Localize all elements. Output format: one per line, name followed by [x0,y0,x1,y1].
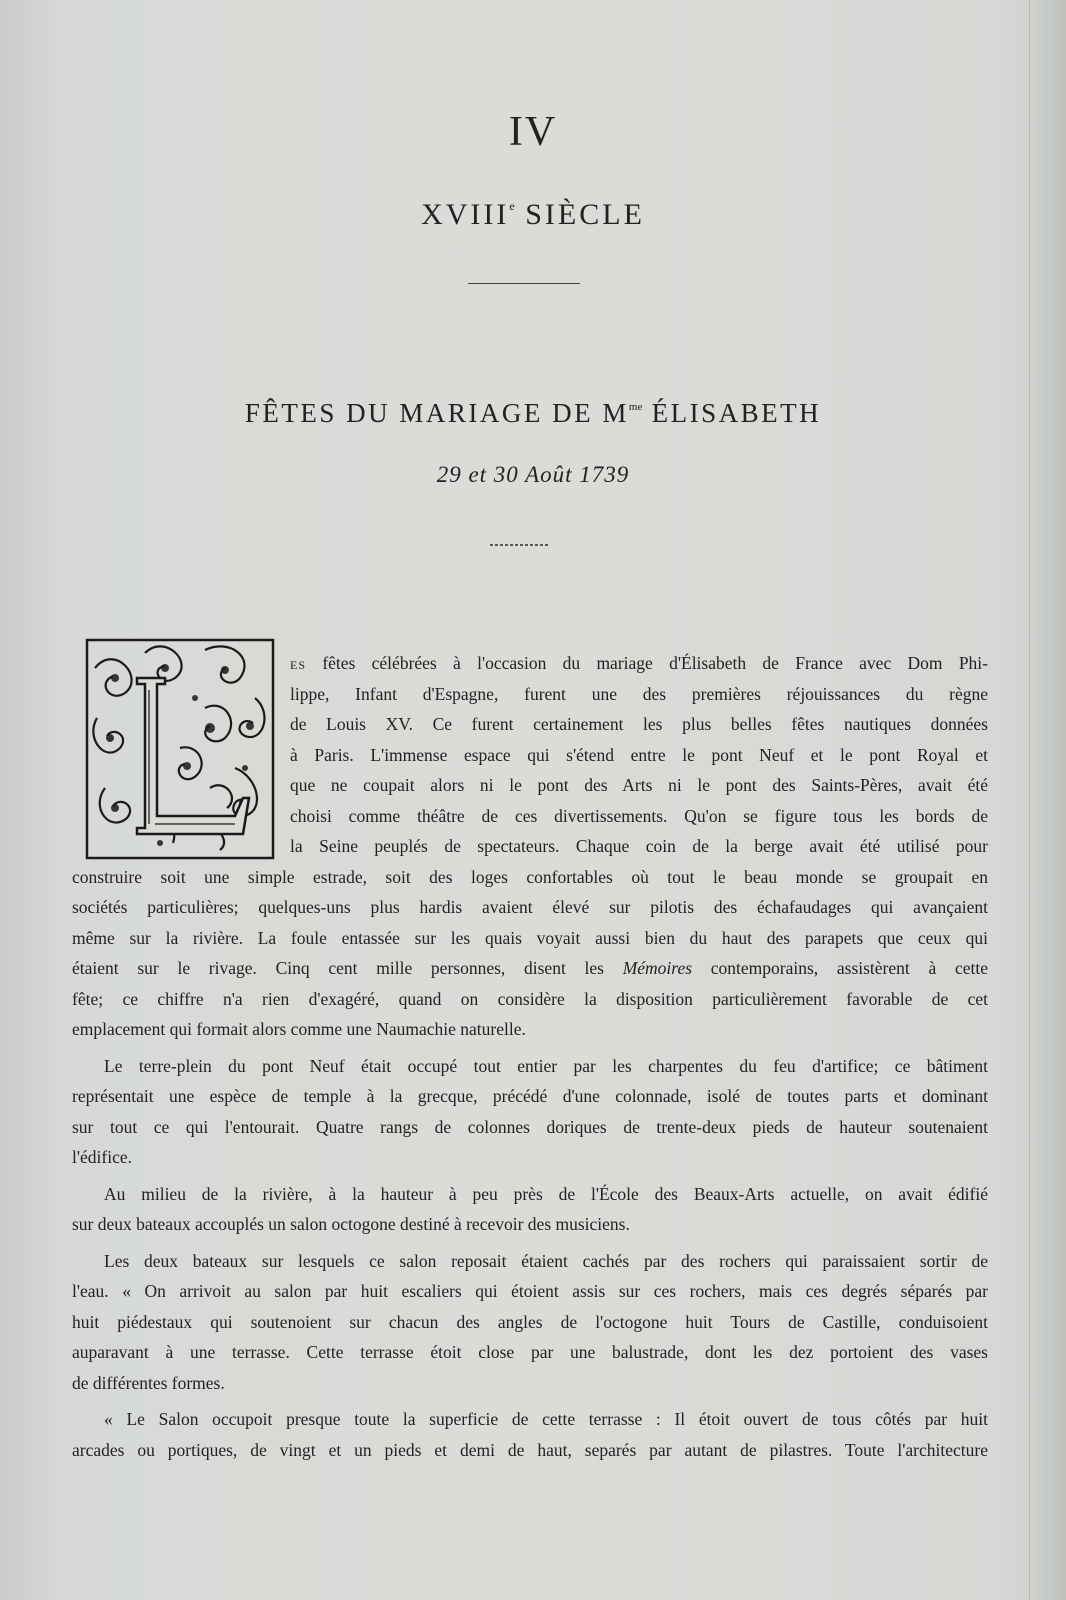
text-line: sur deux bateaux accouplés un salon octogone destiné à recevoir des musiciens. [72,1214,630,1234]
section-title-sup: me [628,401,643,413]
text-line: l'édifice. [72,1147,132,1167]
divider-rule [468,283,580,284]
ornament-rule [490,544,550,546]
text-line: sur tout ce qui l'entourait. Quatre rangs de colonnes doriques de trente-deux pieds de hauteur soutenaient [72,1116,988,1137]
text-line: fête; ce chiffre n'a rien d'exagéré, quand on considère la disposition particulièrement favorable de cet [72,988,988,1009]
text-line: auparavant à une terrasse. Cette terrasse étoit close par une balustrade, dont les dez portoient des vases [72,1342,988,1362]
body-text [72,648,988,1465]
text-line: Le terre-plein du pont Neuf était occupé tout entier par les charpentes du feu d'artifice; ce bâtiment [104,1055,988,1076]
memoires-title: Mémoires [622,958,693,978]
century-word: SIÈCLE [514,198,645,231]
century-heading [0,198,1066,232]
century-superscript: e [509,199,515,213]
text-line: huit piédestaux qui soutenoient sur chacun des angles de l'octogone huit Tours de Castille, conduisoient [72,1311,988,1332]
text-line: même sur la rivière. La foule entassée sur les quais voyait aussi bien du haut des parapets que ceux qui [72,927,988,948]
page-edge [1029,0,1066,1600]
text-line: ES fêtes célébrées à l'occasion du mariage d'Élisabeth de France avec Dom Phi- [290,653,988,673]
text-line: la Seine peuplés de spectateurs. Chaque coin de la berge avait été utilisé pour [290,836,988,856]
text-line: arcades ou portiques, de vingt et un pieds et demi de haut, separés par autant de pilastres. Toute l'architecture [72,1439,988,1460]
text-line: étaient sur le rivage. Cinq cent mille personnes, disent les Mémoires contemporains, assistèrent à cette [72,958,988,978]
section-title-pre: FÊTES DU MARIAGE DE M [244,398,629,428]
text-line: Les deux bateaux sur lesquels ce salon reposait étaient cachés par des rochers qui paraissaient sortir de [104,1250,988,1271]
text-line: que ne coupait alors ni le pont des Arts ni le pont des Saints-Pères, avait été [290,775,988,795]
text-line: de Louis XV. Ce furent certainement les plus belles fêtes nautiques données [290,714,988,734]
text-line: lippe, Infant d'Espagne, furent une des premières réjouissances du règne [290,683,988,704]
section-title-post: ÉLISABETH [642,398,822,428]
text-line: choisi comme théâtre de ces divertissements. Qu'on se figure tous les bords de [290,805,988,826]
text-line: sociétés particulières; quelques-uns plus hardis avaient élevé sur pilotis des échafaudages qui avançaient [72,897,988,917]
text-line: de différentes formes. [72,1372,225,1393]
text-line: Au milieu de la rivière, à la hauteur à peu près de l'École des Beaux-Arts actuelle, on avait édifié [104,1183,988,1204]
section-date: 29 et 30 Août 1739 [436,462,630,487]
text-line: représentait une espèce de temple à la grecque, précédé d'une colonnade, isolé de toutes parts et dominant [72,1086,988,1106]
century-numeral: XVIII [421,198,510,231]
chapter-number: IV [508,109,558,155]
text-line: construire soit une simple estrade, soit des loges confortables où tout le beau monde se groupait en [72,866,988,887]
section-title [0,398,1066,429]
text-line: l'eau. « On arrivoit au salon par huit escaliers qui étoient assis sur ces rochers, mais ces degrés séparés par [72,1281,988,1301]
dropcap-continuation: ES [290,658,307,672]
text-line: emplacement qui formait alors comme une Naumachie naturelle. [72,1019,526,1039]
text-line: « Le Salon occupoit presque toute la superficie de cette terrasse : Il étoit ouvert de tous côtés par huit [104,1409,988,1429]
text-line: à Paris. L'immense espace qui s'étend entre le pont Neuf et le pont Royal et [290,744,988,765]
